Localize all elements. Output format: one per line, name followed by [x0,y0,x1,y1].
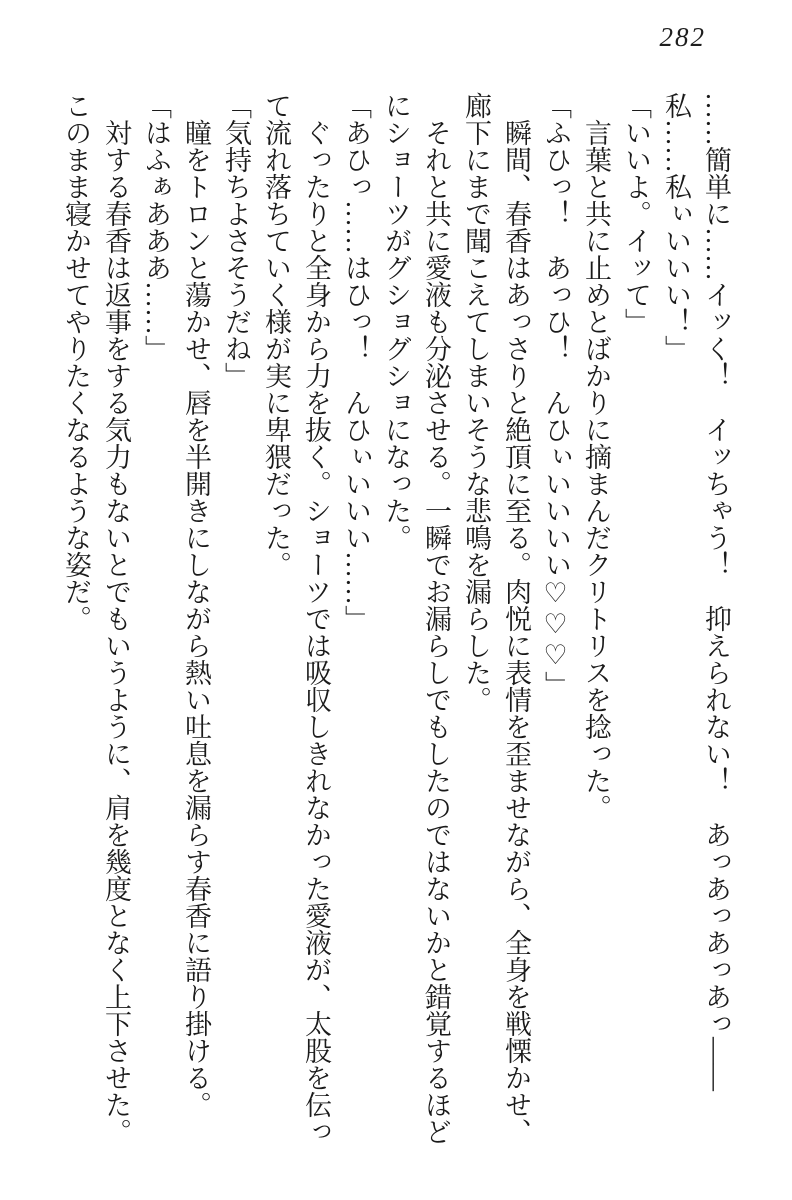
text-block [56,92,736,1150]
narration-paragraph: それと共に愛液も分泌させる。一瞬でお漏らしでもしたのではないかと錯覚するほどにショーツがグショグショになった。 [381,92,451,1145]
page-number: 282 [659,22,706,52]
dialogue-line: ……簡単に……イッく！ イッちゃう！ 抑えられない！ あっあっあっあっ――私……私ぃいいい！」 [661,92,731,1091]
dialogue-line: 「気持ちよさそうだね」 [221,92,251,389]
narration-paragraph: ぐったりと全身から力を抜く。ショーツでは吸収しきれなかった愛液が、太股を伝って流れ落ちていく様が実に卑猥だった。 [261,92,331,1145]
narration-paragraph: 瞬間、春香はあっさりと絶頂に至る。肉悦に表情を歪ませながら、全身を戦慄かせ、廊下にまで聞こえてしまいそうな悲鳴を漏らした。 [461,92,531,1145]
dialogue-line: 「ふひっ！ あっひ！ んひぃいいいい♡♡♡」 [541,92,571,698]
dialogue-line: 「あひっ……はひっ！ んひぃいいい……」 [341,92,371,632]
narration-paragraph: 言葉と共に止めとばかりに摘まんだクリトリスを捻った。 [581,119,611,821]
narration-paragraph: 瞳をトロンと蕩かせ、唇を半開きにしながら熱い吐息を漏らす春香に語り掛ける。 [181,119,211,1118]
narration-paragraph: 対する春香は返事をする気力もないとでもいうように、肩を幾度となく上下させた。このまま寝かせてやりたくなるような姿だ。 [61,92,131,1145]
dialogue-line: 「いいよ。イッて」 [621,92,651,335]
dialogue-line: 「はふぁあああ……」 [141,92,171,362]
